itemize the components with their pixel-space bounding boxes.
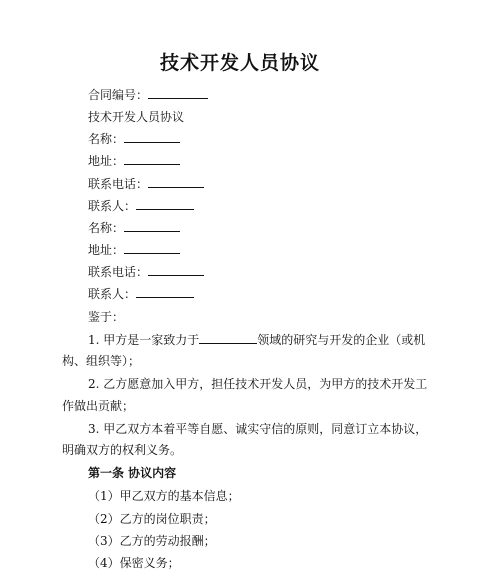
list-item: （2）乙方的岗位职责； bbox=[88, 512, 216, 526]
article-1-heading: 第一条 协议内容 bbox=[88, 466, 177, 480]
clause-2-line-1: 2. 乙方愿意加入甲方，担任技术开发人员，为甲方的技术开发工 bbox=[88, 377, 428, 391]
document-subtitle: 技术开发人员协议 bbox=[88, 110, 185, 124]
party-a-name-line bbox=[88, 130, 180, 147]
party-b-name-blank bbox=[124, 220, 180, 232]
party-a-contact-line bbox=[88, 197, 194, 214]
clause-1-part-a: 1. 甲方是一家致力于 bbox=[88, 333, 200, 347]
party-b-contact-line bbox=[88, 285, 194, 302]
party-a-address-label: 地址： bbox=[88, 154, 125, 168]
party-a-phone-label: 联系电话： bbox=[88, 177, 149, 191]
party-b-phone-blank bbox=[148, 264, 204, 276]
document-title: 技术开发人员协议 bbox=[159, 52, 320, 74]
party-b-contact-blank bbox=[136, 286, 194, 298]
clause-3-line-2: 明确双方的权利义务。 bbox=[62, 443, 183, 457]
list-item: （3）乙方的劳动报酬； bbox=[88, 534, 216, 548]
clause-1-part-b: 领域的研究与开发的企业（或机 bbox=[257, 333, 426, 347]
party-a-phone-line bbox=[88, 175, 204, 192]
party-b-phone-line bbox=[88, 263, 204, 280]
clause-1-line-2: 构、组织等）； bbox=[62, 354, 141, 368]
party-a-name-label: 名称： bbox=[88, 132, 125, 146]
party-b-address-blank bbox=[124, 242, 180, 254]
party-b-address-label: 地址： bbox=[88, 243, 125, 257]
contract-number-blank bbox=[148, 87, 208, 99]
party-a-address-line bbox=[88, 152, 180, 169]
party-b-phone-label: 联系电话： bbox=[88, 265, 149, 279]
clause-1-blank bbox=[199, 332, 257, 344]
party-a-name-blank bbox=[124, 131, 180, 143]
clause-2-line-2: 作做出贡献； bbox=[62, 399, 135, 413]
whereas-label: 鉴于： bbox=[88, 310, 125, 324]
clause-3-line-1: 3. 甲乙双方本着平等自愿、诚实守信的原则，同意订立本协议， bbox=[88, 422, 428, 436]
party-b-address-line bbox=[88, 241, 180, 258]
party-b-name-label: 名称： bbox=[88, 221, 125, 235]
party-a-contact-label: 联系人： bbox=[88, 199, 137, 213]
clause-1-line-1 bbox=[88, 331, 425, 348]
party-a-contact-blank bbox=[136, 198, 194, 210]
party-a-address-blank bbox=[124, 153, 180, 165]
contract-number-line bbox=[88, 86, 208, 103]
contract-number-label: 合同编号： bbox=[88, 88, 149, 102]
list-item: （4）保密义务； bbox=[88, 556, 180, 570]
party-b-contact-label: 联系人： bbox=[88, 287, 137, 301]
list-item: （1）甲乙双方的基本信息； bbox=[88, 489, 240, 503]
party-b-name-line bbox=[88, 219, 180, 236]
party-a-phone-blank bbox=[148, 176, 204, 188]
